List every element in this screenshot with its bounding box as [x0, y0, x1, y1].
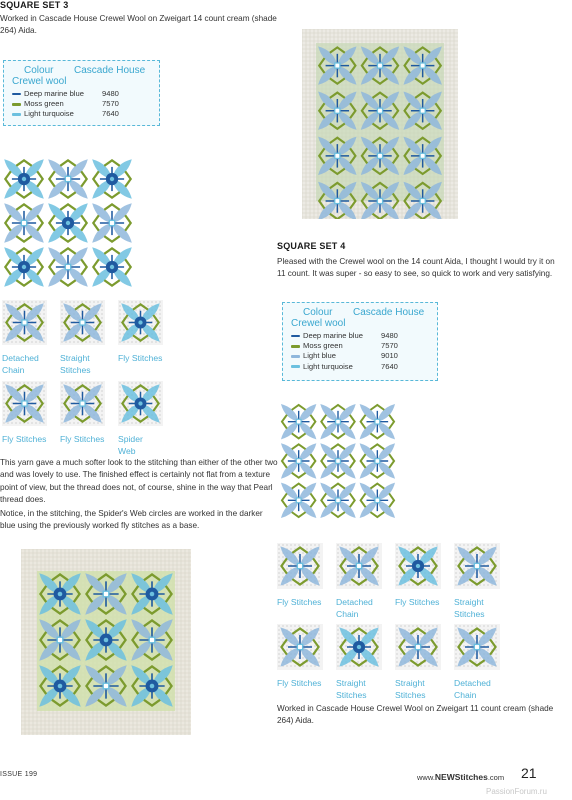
- colour-swatch: [291, 345, 300, 348]
- key-row: [291, 362, 431, 372]
- caption-line: Fly Stitches: [277, 597, 322, 607]
- caption-line: Chain: [336, 608, 359, 619]
- pattern-motif: [360, 443, 395, 478]
- stitch-caption: [454, 678, 500, 701]
- caption-line: Stitches: [395, 689, 426, 700]
- stitch-step-tile: [2, 381, 47, 446]
- stitch-diagram: [336, 543, 382, 589]
- stitch-caption: [395, 597, 441, 609]
- stitch-diagram: [277, 624, 323, 670]
- stitch-diagram: [336, 624, 382, 670]
- stitch-caption: [2, 353, 47, 376]
- stitch-caption: [277, 597, 323, 609]
- thread-name: Light turquoise: [303, 361, 353, 371]
- pattern-motif: [281, 404, 316, 439]
- stitch-diagram: [60, 300, 105, 345]
- thread-code: 7640: [102, 109, 119, 119]
- stitch-step-tile: [118, 381, 163, 457]
- key-colour-label: Colour: [24, 65, 54, 76]
- key-header: [291, 307, 431, 318]
- caption-line: Fly Stitches: [395, 597, 440, 607]
- page-number: 21: [521, 765, 537, 781]
- pattern-motif: [92, 159, 132, 199]
- colour-swatch: [12, 103, 21, 106]
- colour-swatch: [291, 355, 300, 358]
- caption-line: Stitches: [336, 689, 367, 700]
- caption-line: Detached: [454, 678, 491, 688]
- issue-number: ISSUE 199: [0, 771, 38, 778]
- stitch-step-tile: [277, 543, 323, 609]
- set3-body-1: This yarn gave a much softer look to the stitching than either of the other two and was lovely to use. The finished effect is certainly not flat from a texture point of view, but the thread does not, of course, shine in the way that Pearl thread does.: [0, 458, 278, 505]
- caption-line: Chain: [454, 689, 477, 700]
- pattern-motif: [281, 443, 316, 478]
- pattern-motif: [4, 203, 44, 243]
- caption-line: Fly Stitches: [2, 434, 47, 444]
- stitch-caption: [118, 353, 163, 365]
- key-row: [12, 109, 153, 119]
- thread-code: 9480: [381, 331, 398, 340]
- pattern-motif: [4, 247, 44, 287]
- thread-code: 7570: [381, 341, 398, 351]
- website-url: www.NEWStitches.com: [417, 772, 505, 782]
- pattern-motif: [92, 203, 132, 243]
- stitch-step-tile: [118, 300, 163, 365]
- thread-name: Light turquoise: [24, 109, 74, 119]
- set3-intro: Worked in Cascade House Crewel Wool on Zweigart 14 count cream (shade 264) Aida.: [0, 14, 277, 36]
- key-brand-label: Cascade House: [74, 65, 146, 76]
- key-row: [291, 341, 431, 351]
- pattern-motif: [320, 443, 355, 478]
- stitch-step-tile: [277, 624, 323, 690]
- caption-line: Fly Stitches: [60, 434, 105, 444]
- thread-code: 9010: [381, 351, 398, 361]
- set4-pattern-chart: [279, 402, 397, 520]
- stitch-diagram: [454, 543, 500, 589]
- stitch-diagram: [2, 300, 47, 345]
- set3-stitched-photo: [21, 549, 191, 735]
- pattern-motif: [48, 159, 88, 199]
- stitch-caption: [336, 597, 382, 620]
- pattern-motif: [360, 483, 395, 518]
- stitch-step-tile: [2, 300, 47, 376]
- stitch-diagram: [277, 543, 323, 589]
- stitch-caption: [277, 678, 323, 690]
- caption-line: Stitches: [60, 364, 91, 375]
- stitch-caption: [395, 678, 441, 701]
- pattern-motif: [320, 483, 355, 518]
- pattern-motif: [48, 203, 88, 243]
- stitch-step-tile: [454, 543, 500, 620]
- caption-line: Straight: [336, 678, 366, 688]
- stitch-diagram: [118, 300, 163, 345]
- set3-heading: SQUARE SET 3: [0, 0, 69, 10]
- stitch-caption: [2, 434, 47, 446]
- pattern-motif: [48, 247, 88, 287]
- colour-swatch: [12, 113, 21, 116]
- caption-line: Fly Stitches: [277, 678, 322, 688]
- thread-code: 7640: [381, 361, 398, 371]
- stitch-step-tile: [336, 624, 382, 701]
- caption-line: Detached: [2, 353, 39, 363]
- watermark: PassionForum.ru: [486, 787, 547, 796]
- caption-line: Stitches: [454, 608, 485, 619]
- caption-line: Straight: [60, 353, 90, 363]
- key-row: [291, 331, 431, 341]
- colour-swatch: [291, 335, 300, 338]
- stitch-caption: [454, 597, 500, 620]
- thread-code: 7570: [102, 99, 119, 109]
- thread-name: Deep marine blue: [24, 89, 84, 98]
- stitch-diagram: [454, 624, 500, 670]
- set4-top-stitched-photo: [302, 29, 458, 219]
- stitch-diagram: [395, 543, 441, 589]
- key-row: [12, 99, 153, 109]
- stitch-diagram: [2, 381, 47, 426]
- key-wool-label: Crewel wool: [291, 318, 346, 329]
- stitch-caption: [60, 353, 105, 376]
- colour-swatch: [12, 93, 21, 96]
- caption-line: Detached: [336, 597, 373, 607]
- caption-line: Chain: [2, 364, 25, 375]
- set3-pattern-chart: [2, 157, 134, 289]
- stitch-caption: [60, 434, 105, 446]
- key-header: [12, 65, 153, 76]
- key-row: [12, 89, 153, 99]
- pattern-motif: [360, 404, 395, 439]
- caption-line: Fly Stitches: [118, 353, 163, 363]
- thread-code: 9480: [102, 89, 119, 98]
- pattern-motif: [92, 247, 132, 287]
- stitch-diagram: [60, 381, 105, 426]
- stitch-step-tile: [454, 624, 500, 701]
- colour-swatch: [291, 365, 300, 368]
- stitch-step-tile: [395, 543, 441, 609]
- stitch-diagram: [118, 381, 163, 426]
- pattern-motif: [4, 159, 44, 199]
- set4-colour-key: [282, 302, 438, 381]
- set4-heading: SQUARE SET 4: [277, 241, 346, 251]
- stitch-step-tile: [60, 300, 105, 376]
- pattern-motif: [281, 483, 316, 518]
- set3-colour-key: [3, 60, 160, 126]
- key-row: [291, 351, 431, 361]
- caption-line: Straight: [395, 678, 425, 688]
- thread-name: Light blue: [303, 351, 336, 361]
- key-colour-label: Colour: [303, 307, 333, 318]
- stitch-step-tile: [60, 381, 105, 446]
- set4-outro: Worked in Cascade House Crewel Wool on Zweigart 11 count cream (shade 264) Aida.: [277, 704, 554, 726]
- key-brand-label: Cascade House: [353, 307, 425, 318]
- stitch-diagram: [395, 624, 441, 670]
- stitch-step-tile: [336, 543, 382, 620]
- stitch-step-tile: [395, 624, 441, 701]
- thread-name: Deep marine blue: [303, 331, 363, 340]
- caption-line: Web: [118, 445, 136, 456]
- stitch-caption: [336, 678, 382, 701]
- set3-body-2: Notice, in the stitching, the Spider's Web circles are worked in the darker blue using the previously worked fly stitches as a base.: [0, 509, 263, 531]
- key-wool-label: Crewel wool: [12, 76, 67, 87]
- set4-intro: Pleased with the Crewel wool on the 14 count Aida, I thought I would try it on 11 count. It was super - so easy to see, so quick to work and very satisfying.: [277, 257, 555, 279]
- thread-name: Moss green: [303, 341, 343, 351]
- pattern-motif: [320, 404, 355, 439]
- caption-line: Spider: [118, 434, 143, 444]
- stitch-caption: [118, 434, 163, 457]
- thread-name: Moss green: [24, 99, 64, 109]
- caption-line: Straight: [454, 597, 484, 607]
